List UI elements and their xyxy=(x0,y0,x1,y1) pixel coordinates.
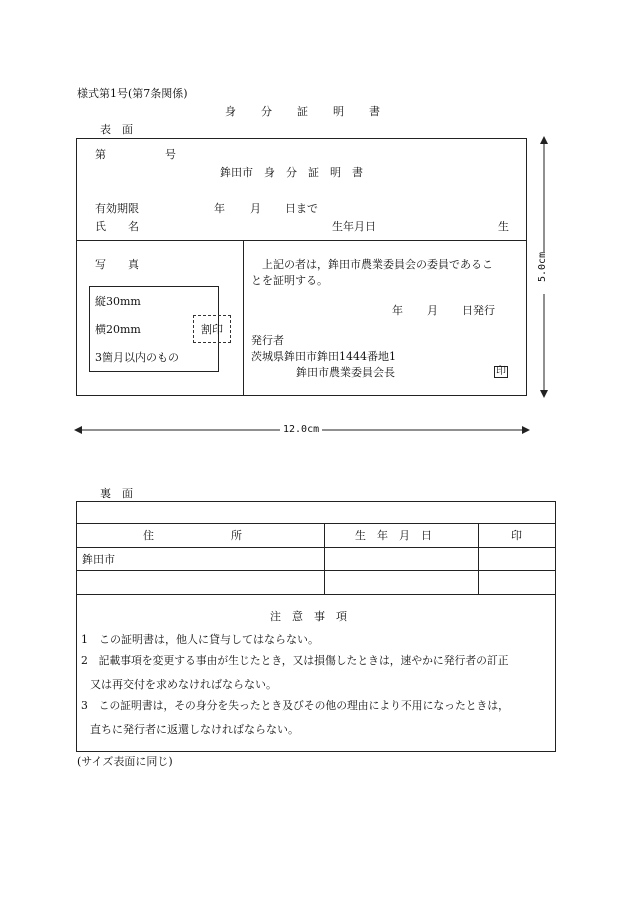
back-col-divider-2 xyxy=(478,523,479,594)
photo-label: 写 真 xyxy=(95,258,139,271)
note-2-line-1: 2 記載事項を変更する事由が生じたとき，又は損傷したときは，速やかに発行者の訂正 xyxy=(81,654,509,667)
col-dob-header: 生 年 月 日 xyxy=(355,529,432,542)
statement-line-1: 上記の者は，鉾田市農業委員会の委員であるこ xyxy=(262,258,493,271)
validity-year: 年 xyxy=(214,202,225,215)
note-2-line-2: 又は再交付を求めなければならない。 xyxy=(90,678,277,691)
issuer-address: 茨城県鉾田市鉾田1444番地1 xyxy=(251,350,396,363)
back-row-line-1 xyxy=(76,547,556,548)
dob-label: 生年月日 xyxy=(332,220,376,233)
back-row-line-2 xyxy=(76,570,556,571)
document-title: 身 分 証 明 書 xyxy=(225,105,381,118)
col-address-header: 住 所 xyxy=(143,529,242,542)
note-3-line-1: 3 この証明書は，その身分を失ったとき及びその他の理由により不用になったときは， xyxy=(81,699,509,712)
row1-address: 鉾田市 xyxy=(82,553,115,566)
note-1: 1 この証明書は，他人に貸与してはならない。 xyxy=(81,633,319,646)
back-row-line-3 xyxy=(76,594,556,595)
validity-day: 日まで xyxy=(285,202,318,215)
col-seal-header: 印 xyxy=(511,529,522,542)
validity-label: 有効期限 xyxy=(95,202,139,215)
photo-recent: 3箇月以内のもの xyxy=(95,351,179,364)
issuer-seal: 印 xyxy=(496,366,506,377)
dob-suffix: 生 xyxy=(498,220,509,233)
front-card-divider xyxy=(76,240,527,241)
back-section-label: 裏 面 xyxy=(100,487,133,500)
issue-month: 月 xyxy=(427,304,438,317)
issuer-label: 発行者 xyxy=(251,334,284,347)
height-dimension-label: 5.0cm xyxy=(537,251,548,282)
card-title: 鉾田市 身 分 証 明 書 xyxy=(220,166,363,179)
validity-month: 月 xyxy=(250,202,261,215)
seal-stamp-box xyxy=(193,315,231,343)
note-3-line-2: 直ちに発行者に返還しなければならない。 xyxy=(90,723,299,736)
seal-stamp-text: 割印 xyxy=(201,323,223,336)
name-label: 氏 名 xyxy=(95,220,139,233)
issuer-title: 鉾田市農業委員会長 xyxy=(296,366,395,379)
front-section-label: 表 面 xyxy=(100,123,133,136)
photo-width: 横20mm xyxy=(95,323,141,336)
number-suffix: 号 xyxy=(165,148,176,161)
form-number: 様式第1号(第7条関係) xyxy=(77,87,188,100)
statement-line-2: とを証明する。 xyxy=(251,274,328,287)
notes-title: 注 意 事 項 xyxy=(270,610,347,623)
back-header-line xyxy=(76,523,556,524)
number-label: 第 xyxy=(95,148,106,161)
width-dimension-label: 12.0cm xyxy=(283,424,320,435)
footer-note: (サイズ表面に同じ) xyxy=(77,755,173,768)
front-card-vertical-divider xyxy=(243,240,244,396)
issue-year: 年 xyxy=(392,304,403,317)
photo-height: 縦30mm xyxy=(95,295,141,308)
issue-day: 日発行 xyxy=(462,304,495,317)
back-col-divider-1 xyxy=(324,523,325,594)
